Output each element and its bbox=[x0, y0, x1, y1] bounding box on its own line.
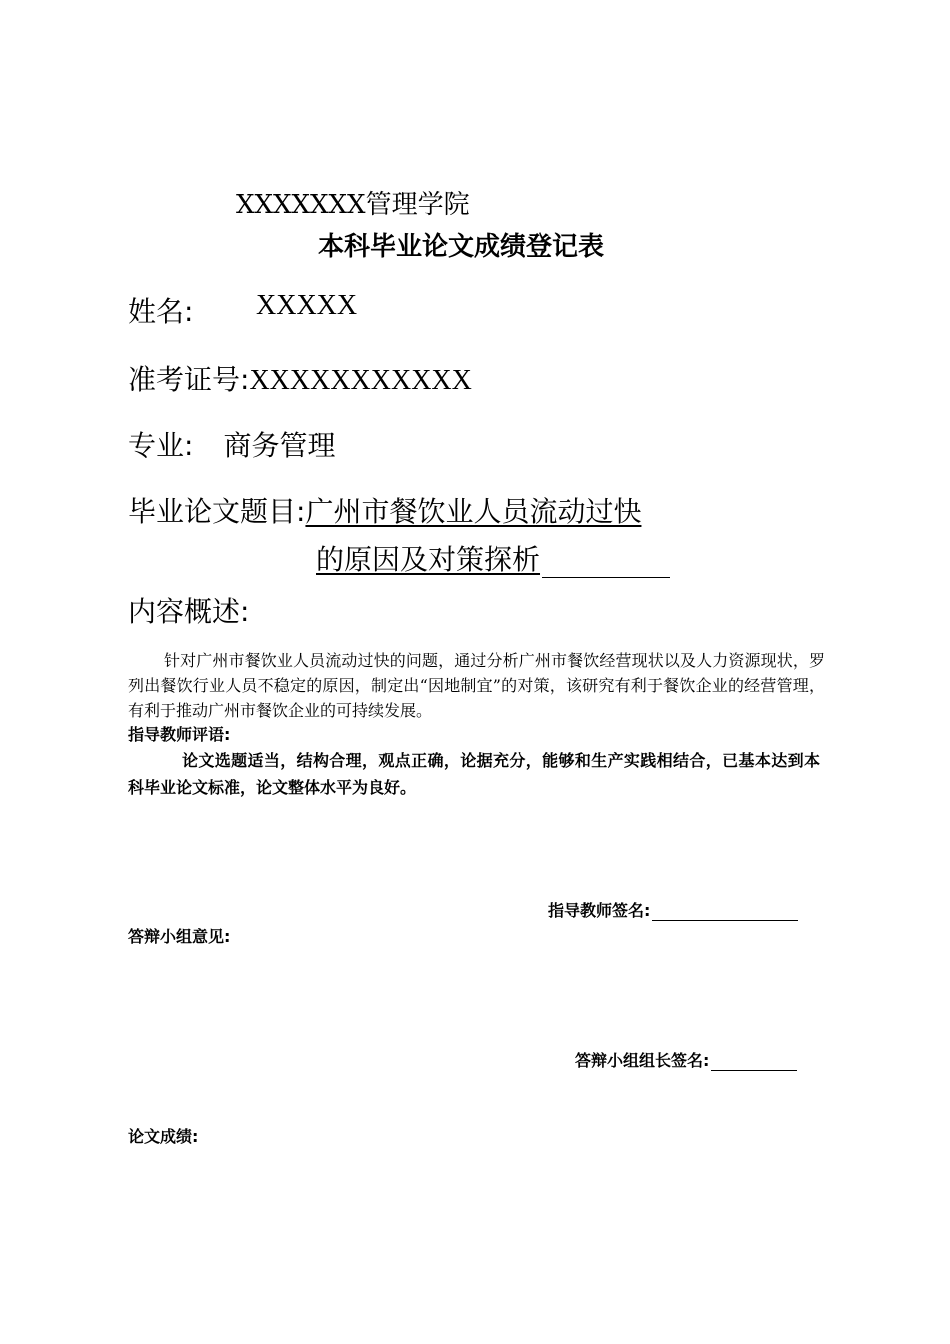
advisor-signature-field[interactable] bbox=[652, 902, 798, 921]
thesis-title-line2: 的原因及对策探析 bbox=[316, 543, 541, 576]
grade-label: 论文成绩: bbox=[128, 1127, 199, 1146]
advisor-comment-label: 指导教师评语: bbox=[128, 725, 231, 744]
exam-id-value: XXXXXXXXXXX bbox=[249, 365, 472, 396]
summary-text: 针对广州市餐饮业人员流动过快的问题，通过分析广州市餐饮经营现状以及人力资源现状，罗列出餐饮行业人员不稳定的原因，制定出“因地制宜”的对策，该研究有利于餐饮企业的经营管理，有利于推动广州市餐饮企业的可持续发展。 bbox=[128, 651, 825, 720]
thesis-label: 毕业论文题目: bbox=[128, 495, 306, 528]
major-row bbox=[128, 424, 335, 464]
form-title: 本科毕业论文成绩登记表 bbox=[318, 232, 605, 262]
leader-signature-field[interactable] bbox=[711, 1052, 797, 1071]
thesis-title-underline bbox=[542, 549, 670, 578]
school-name: XXXXXXX管理学院 bbox=[236, 190, 470, 220]
advisor-signature-label: 指导教师签名: bbox=[548, 901, 651, 920]
defense-opinion-label: 答辩小组意见: bbox=[128, 927, 231, 946]
major-label: 专业: bbox=[128, 429, 194, 462]
leader-signature-label: 答辩小组组长签名: bbox=[575, 1051, 710, 1070]
advisor-comment-text: 论文选题适当，结构合理，观点正确，论据充分，能够和生产实践相结合，已基本达到本科毕业论文标准，论文整体水平为良好。 bbox=[128, 751, 820, 797]
exam-id-row bbox=[128, 358, 472, 398]
name-label: 姓名: bbox=[128, 295, 194, 328]
thesis-title-line2-row bbox=[316, 538, 670, 578]
summary-label: 内容概述: bbox=[128, 595, 250, 628]
exam-id-label: 准考证号: bbox=[128, 363, 250, 396]
advisor-signature-row bbox=[548, 898, 798, 921]
name-value: XXXXX bbox=[256, 290, 358, 321]
name-row bbox=[128, 290, 358, 330]
major-value: 商务管理 bbox=[223, 429, 336, 462]
thesis-title-line1: 广州市餐饮业人员流动过快 bbox=[305, 495, 642, 528]
leader-signature-row bbox=[575, 1048, 797, 1071]
thesis-row bbox=[128, 490, 641, 530]
